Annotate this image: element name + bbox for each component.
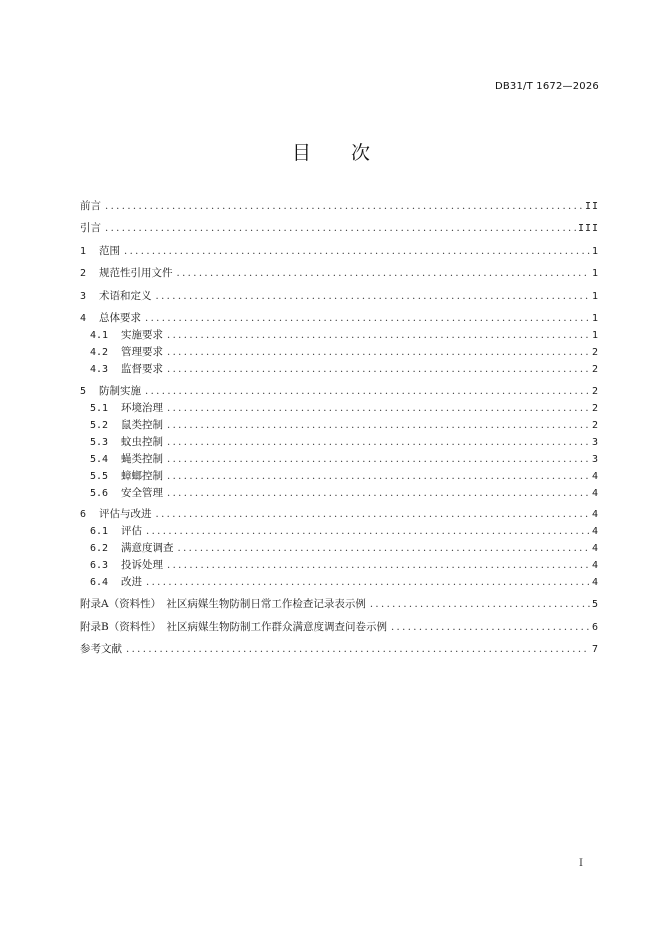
toc-dot-leader xyxy=(167,469,590,485)
toc-entry[interactable] xyxy=(90,485,599,501)
document-code: DB31/T 1672—2026 xyxy=(494,81,599,92)
toc-entry-page: 4 xyxy=(591,526,599,537)
toc-entry-label xyxy=(80,641,124,657)
toc-entry-number: 6.1 xyxy=(90,526,109,537)
toc-entry[interactable] xyxy=(80,198,599,214)
toc-entry-text: 实施要求 xyxy=(121,329,163,341)
toc-entry[interactable] xyxy=(80,265,599,281)
toc-entry-label xyxy=(90,523,144,540)
toc-dot-leader xyxy=(167,362,590,378)
toc-entry-page: 4 xyxy=(591,509,599,520)
page-title xyxy=(0,138,662,165)
toc-dot-leader xyxy=(177,266,590,282)
toc-entry-page: 4 xyxy=(591,488,599,499)
toc-entry-page: III xyxy=(577,223,599,234)
toc-entry-number: 5.1 xyxy=(90,403,109,414)
toc-dot-leader xyxy=(156,507,590,523)
toc-entry-number: 3 xyxy=(80,291,87,302)
toc-entry[interactable] xyxy=(80,506,599,522)
toc-dot-leader xyxy=(167,345,590,361)
page-number: I xyxy=(579,858,583,869)
toc-entry-text: 附录B（资料性） 社区病媒生物防制工作群众满意度调查问卷示例 xyxy=(80,621,387,633)
toc-dot-leader xyxy=(167,452,590,468)
toc-entry-number: 6.2 xyxy=(90,543,109,554)
toc-entry-label xyxy=(80,198,103,214)
toc-entry[interactable] xyxy=(80,288,599,304)
toc-entry-text: 引言 xyxy=(80,222,101,234)
toc-entry-label xyxy=(80,243,122,260)
toc-entry-number: 5.2 xyxy=(90,420,109,431)
toc-dot-leader xyxy=(156,289,590,305)
toc-entry-text: 改进 xyxy=(121,576,142,588)
toc-entry[interactable] xyxy=(90,540,599,556)
toc-entry-page: 1 xyxy=(591,246,599,257)
toc-entry-text: 满意度调查 xyxy=(121,542,174,554)
toc-entry-label xyxy=(90,468,165,485)
toc-entry-number: 5 xyxy=(80,386,87,397)
toc-entry[interactable] xyxy=(90,451,599,467)
toc-dot-leader xyxy=(370,597,590,613)
toc-entry-label xyxy=(90,540,176,557)
toc-dot-leader xyxy=(105,221,576,237)
toc-entry-label xyxy=(80,288,154,305)
toc-entry-page: 4 xyxy=(591,577,599,588)
toc-entry-text: 蚊虫控制 xyxy=(121,436,163,448)
toc-entry-text: 安全管理 xyxy=(121,487,163,499)
toc-entry-label xyxy=(90,574,144,591)
toc-dot-leader xyxy=(145,311,590,327)
toc-entry[interactable] xyxy=(90,400,599,416)
toc-entry[interactable] xyxy=(80,383,599,399)
toc-dot-leader xyxy=(145,384,590,400)
toc-dot-leader xyxy=(178,541,590,557)
toc-dot-leader xyxy=(126,642,590,658)
toc-dot-leader xyxy=(167,328,590,344)
toc-entry-text: 参考文献 xyxy=(80,643,122,655)
toc-entry-page: 1 xyxy=(591,291,599,302)
toc-entry-text: 术语和定义 xyxy=(99,290,152,302)
toc-entry-page: 1 xyxy=(591,313,599,324)
toc-entry-label xyxy=(80,619,389,635)
toc-entry-page: 6 xyxy=(591,622,599,633)
toc-entry-label xyxy=(90,417,165,434)
toc-entry[interactable] xyxy=(90,523,599,539)
toc-entry-text: 前言 xyxy=(80,200,101,212)
toc-entry-text: 蝇类控制 xyxy=(121,453,163,465)
toc-entry-page: 3 xyxy=(591,454,599,465)
toc-entry-label xyxy=(90,451,165,468)
toc-entry-label xyxy=(80,310,143,327)
toc-entry-text: 监督要求 xyxy=(121,363,163,375)
toc-entry-page: 4 xyxy=(591,471,599,482)
toc-entry[interactable] xyxy=(80,243,599,259)
toc-dot-leader xyxy=(146,575,590,591)
toc-entry-page: 1 xyxy=(591,330,599,341)
toc-dot-leader xyxy=(105,199,583,215)
toc-entry[interactable] xyxy=(90,557,599,573)
toc-entry-text: 评估 xyxy=(121,525,142,537)
toc-entry-page: 2 xyxy=(591,403,599,414)
toc-entry-number: 6.3 xyxy=(90,560,109,571)
toc-entry-text: 蟑螂控制 xyxy=(121,470,163,482)
toc-entry-text: 鼠类控制 xyxy=(121,419,163,431)
toc-entry-number: 4.3 xyxy=(90,364,109,375)
toc-entry-text: 范围 xyxy=(99,245,120,257)
toc-entry-number: 5.4 xyxy=(90,454,109,465)
toc-dot-leader xyxy=(167,435,590,451)
toc-entry[interactable] xyxy=(80,619,599,635)
toc-entry-page: 5 xyxy=(591,599,599,610)
toc-entry-label xyxy=(80,506,154,523)
toc-entry-label xyxy=(90,434,165,451)
toc-entry-page: 7 xyxy=(591,644,599,655)
toc-entry-text: 环境治理 xyxy=(121,402,163,414)
toc-entry-page: 2 xyxy=(591,364,599,375)
toc-entry[interactable] xyxy=(80,596,599,612)
toc-entry-page: II xyxy=(584,201,599,212)
toc-entry[interactable] xyxy=(90,327,599,343)
toc-entry-page: 3 xyxy=(591,437,599,448)
toc-entry-page: 4 xyxy=(591,560,599,571)
toc-dot-leader xyxy=(167,401,590,417)
toc-entry-page: 2 xyxy=(591,420,599,431)
toc-entry[interactable] xyxy=(90,574,599,590)
toc-dot-leader xyxy=(391,620,590,636)
toc-entry[interactable] xyxy=(80,641,599,657)
toc-dot-leader xyxy=(124,244,590,260)
toc-entry[interactable] xyxy=(90,434,599,450)
toc-entry[interactable] xyxy=(90,468,599,484)
toc-dot-leader xyxy=(167,558,590,574)
toc-entry-number: 5.6 xyxy=(90,488,109,499)
toc-entry[interactable] xyxy=(80,310,599,326)
toc-entry-text: 规范性引用文件 xyxy=(99,267,173,279)
toc-entry-text: 管理要求 xyxy=(121,346,163,358)
toc-dot-leader xyxy=(146,524,590,540)
toc-entry-label xyxy=(80,220,103,236)
title-char-2: 次 xyxy=(351,142,371,164)
toc-entry-label xyxy=(90,344,165,361)
toc-entry-label xyxy=(80,596,368,612)
toc-entry-label xyxy=(90,327,165,344)
toc-entry-number: 2 xyxy=(80,268,87,279)
toc-entry-page: 1 xyxy=(591,268,599,279)
toc-entry-page: 2 xyxy=(591,386,599,397)
toc-dot-leader xyxy=(167,418,590,434)
toc-entry-number: 5.3 xyxy=(90,437,109,448)
toc-entry-text: 防制实施 xyxy=(99,385,141,397)
toc-entry-number: 4 xyxy=(80,313,87,324)
toc-entry[interactable] xyxy=(90,417,599,433)
toc-entry-number: 1 xyxy=(80,246,87,257)
toc-entry-number: 6 xyxy=(80,509,87,520)
toc-entry[interactable] xyxy=(90,361,599,377)
toc-entry-page: 2 xyxy=(591,347,599,358)
toc-entry-label xyxy=(90,557,165,574)
toc-entry-number: 6.4 xyxy=(90,577,109,588)
toc-entry-text: 附录A（资料性） 社区病媒生物防制日常工作检查记录表示例 xyxy=(80,598,366,610)
toc-entry-text: 评估与改进 xyxy=(99,508,152,520)
toc-entry-label xyxy=(90,400,165,417)
toc-entry-label xyxy=(80,383,143,400)
toc-entry-text: 总体要求 xyxy=(99,312,141,324)
toc-entry[interactable] xyxy=(90,344,599,360)
toc-entry[interactable] xyxy=(80,220,599,236)
toc-entry-number: 4.2 xyxy=(90,347,109,358)
toc-dot-leader xyxy=(167,486,590,502)
toc-entry-label xyxy=(90,485,165,502)
toc-entry-label xyxy=(90,361,165,378)
toc-entry-number: 5.5 xyxy=(90,471,109,482)
title-char-1: 目 xyxy=(291,142,311,164)
toc-entry-number: 4.1 xyxy=(90,330,109,341)
toc-entry-page: 4 xyxy=(591,543,599,554)
toc-entry-label xyxy=(80,265,175,282)
toc-entry-text: 投诉处理 xyxy=(121,559,163,571)
